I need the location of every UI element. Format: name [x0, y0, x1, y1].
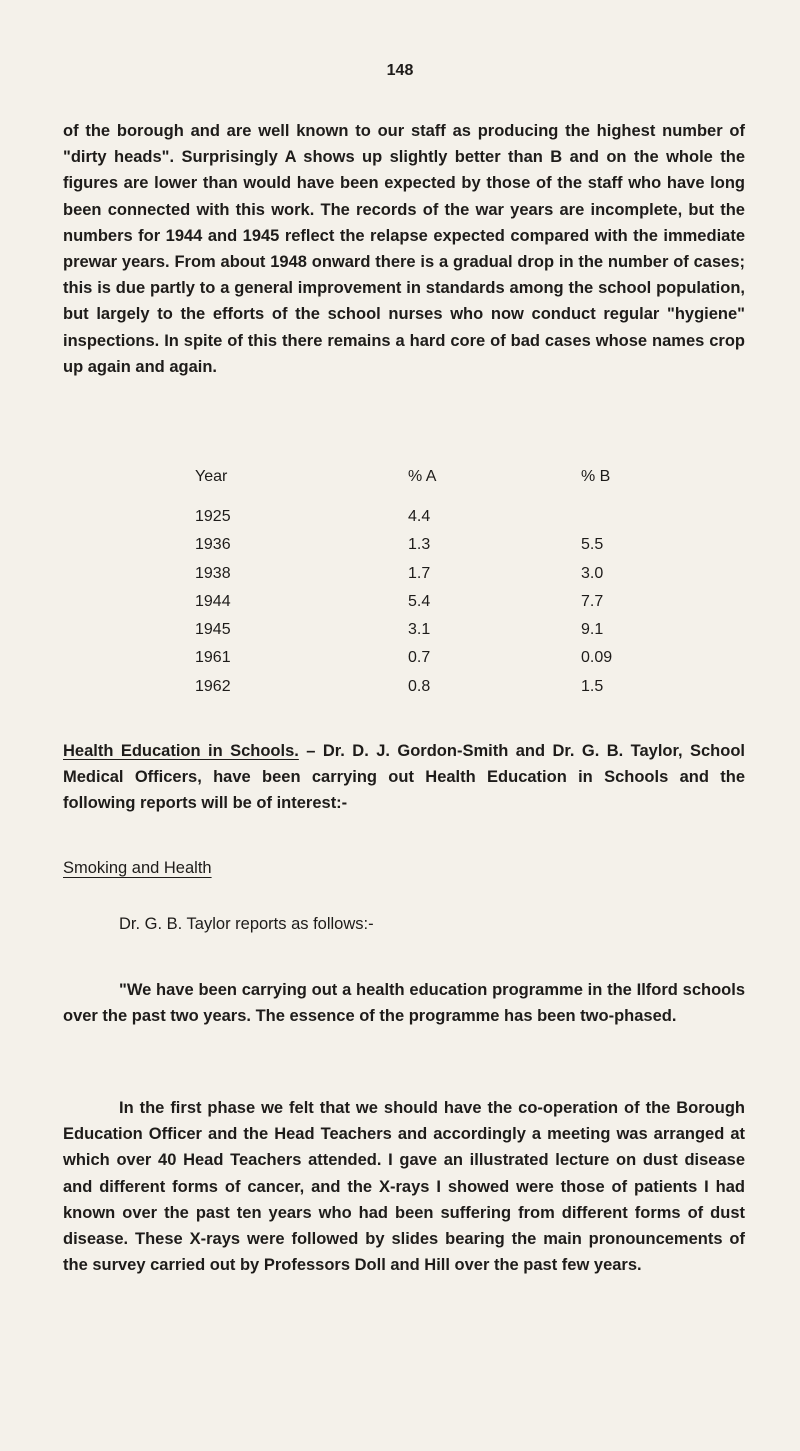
cell-year: 1945	[195, 621, 231, 639]
paragraph-programme: "We have been carrying out a health education programme in the Ilford schools over the past two years. The essence of the programme has been two-phased.	[63, 981, 745, 1026]
cell-percent-a: 1.7	[408, 564, 431, 582]
cell-year: 1938	[195, 564, 231, 582]
section-heading-smoking-and-health: Smoking and Health	[63, 859, 212, 877]
cell-percent-b: 7.7	[581, 592, 604, 610]
paragraph-first-phase: In the first phase we felt that we should have the co-operation of the Borough Education Officer and the Head Teachers and accordingly a meeting was arranged at which over 40 Head Teachers attended. I gave an illustrated lecture on dust disease and different forms of cancer, and the X-rays I showed were those of patients I had known over the past ten years who had been suffering from different forms of dust disease. These X-rays were followed by slides bearing the main pronouncements of the survey carried out by Professors Doll and Hill over the past few years.	[63, 1099, 745, 1275]
column-header-percent-b: % B	[581, 468, 611, 485]
paragraph-health-education	[63, 738, 745, 817]
table-header-row	[0, 468, 800, 508]
column-header-percent-a: % A	[408, 468, 437, 485]
column-header-year: Year	[195, 468, 228, 485]
cell-percent-a: 5.4	[408, 592, 431, 610]
cell-year: 1961	[195, 649, 231, 667]
table-row	[0, 593, 800, 621]
table-row	[0, 649, 800, 677]
paragraph-health-education-text: – Dr. D. J. Gordon-Smith and Dr. G. B. Taylor, School Medical Officers, have been carrying out Health Education in Schools and the following reports will be of interest:-	[63, 742, 745, 813]
table-row	[0, 508, 800, 536]
table-row	[0, 621, 800, 649]
cell-percent-b: 9.1	[581, 621, 604, 639]
cell-year: 1962	[195, 677, 231, 695]
cell-percent-b: 5.5	[581, 536, 604, 554]
cell-percent-b: 3.0	[581, 564, 604, 582]
paragraph-dirty-heads: of the borough and are well known to our staff as producing the highest number of "dirty heads". Surprisingly A shows up slightly better than B and on the whole the figures are lower than would have been expected by those of the staff who have long been connected with this work. The records of the war years are incomplete, but the numbers for 1944 and 1945 reflect the relapse expected compared with the immediate prewar years. From about 1948 onward there is a gradual drop in the number of cases; this is due partly to a general improvement in standards among the school population, but largely to the efforts of the school nurses who now conduct regular "hygiene" inspections. In spite of this there remains a hard core of bad cases whose names crop up again and again.	[63, 122, 745, 376]
cell-year: 1925	[195, 508, 231, 525]
cell-percent-a: 1.3	[408, 536, 431, 554]
cell-percent-a: 0.7	[408, 649, 431, 667]
table-row	[0, 678, 800, 706]
cell-percent-a: 0.8	[408, 677, 431, 695]
intro-line: Dr. G. B. Taylor reports as follows:-	[119, 915, 374, 933]
table-row	[0, 536, 800, 564]
cell-percent-b: 0.09	[581, 649, 613, 667]
inline-heading-health-education: Health Education in Schools.	[63, 742, 299, 760]
statistics-table	[0, 468, 800, 706]
cell-year: 1936	[195, 536, 231, 554]
cell-percent-a: 4.4	[408, 508, 431, 525]
cell-percent-a: 3.1	[408, 621, 431, 639]
page-number: 148	[386, 62, 414, 79]
table-row	[0, 565, 800, 593]
cell-percent-b: 1.5	[581, 677, 604, 695]
cell-year: 1944	[195, 592, 231, 610]
